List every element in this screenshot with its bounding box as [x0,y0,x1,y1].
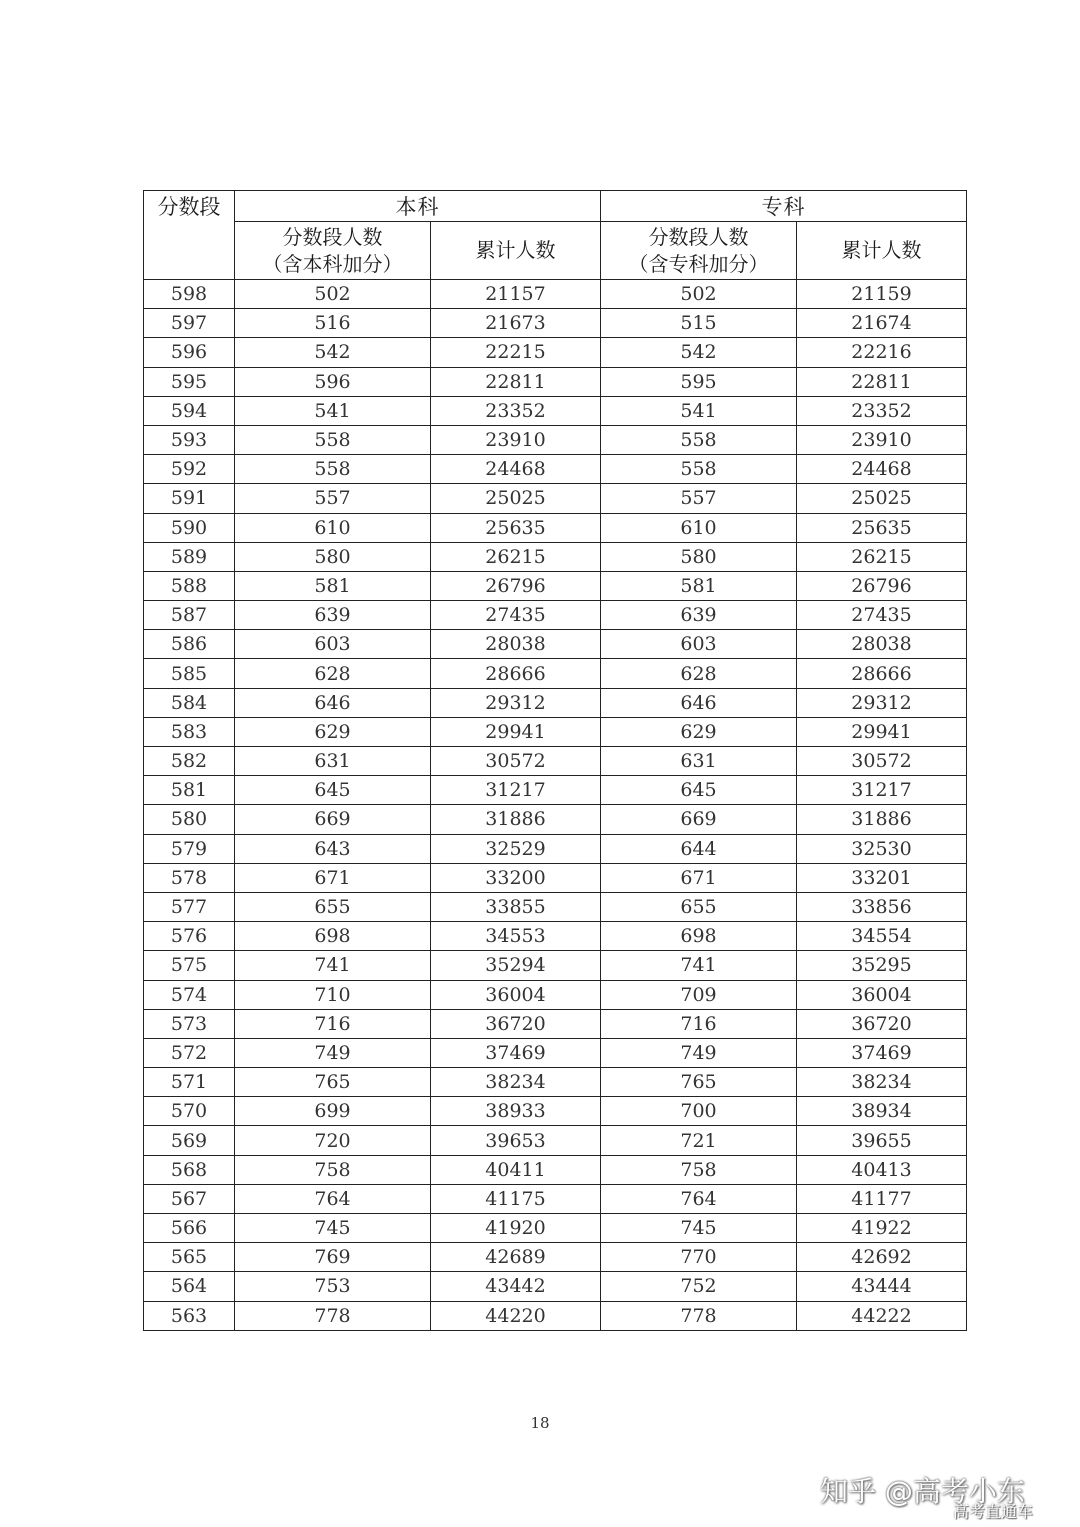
undergrad-cumulative-cell: 24468 [431,455,601,484]
score-cell: 564 [144,1272,235,1301]
undergrad-cumulative-cell: 37469 [431,1038,601,1067]
score-cell: 588 [144,571,235,600]
score-cell: 563 [144,1301,235,1330]
junior-count-cell: 603 [601,630,797,659]
undergrad-cumulative-cell: 26215 [431,542,601,571]
score-cell: 572 [144,1038,235,1067]
junior-cumulative-cell: 42692 [797,1243,967,1272]
table-row [144,922,967,951]
undergrad-count-cell: 741 [235,951,431,980]
junior-count-cell: 765 [601,1068,797,1097]
junior-count-cell: 721 [601,1126,797,1155]
junior-cumulative-cell: 26796 [797,571,967,600]
junior-group-header: 专科 [601,191,967,222]
table-row [144,1243,967,1272]
score-cell: 586 [144,630,235,659]
junior-count-cell: 628 [601,659,797,688]
undergrad-count-cell: 699 [235,1097,431,1126]
junior-count-cell: 749 [601,1038,797,1067]
undergrad-cumulative-cell: 23910 [431,425,601,454]
score-cell: 584 [144,688,235,717]
undergrad-cumulative-cell: 31886 [431,805,601,834]
table-row [144,805,967,834]
table-row [144,1097,967,1126]
junior-cumulative-cell: 36004 [797,980,967,1009]
junior-cumulative-cell: 27435 [797,601,967,630]
table-row [144,1126,967,1155]
junior-count-cell: 595 [601,367,797,396]
junior-count-cell: 644 [601,834,797,863]
junior-count-cell: 669 [601,805,797,834]
junior-cumulative-cell: 30572 [797,747,967,776]
undergrad-count-cell: 580 [235,542,431,571]
junior-count-cell: 639 [601,601,797,630]
junior-cumulative-cell: 25635 [797,513,967,542]
undergrad-cumulative-cell: 38933 [431,1097,601,1126]
junior-count-cell: 764 [601,1184,797,1213]
undergrad-cumulative-cell: 23352 [431,396,601,425]
undergrad-count-cell: 643 [235,834,431,863]
undergrad-count-header [235,222,431,280]
score-column-header: 分数段 [144,191,235,280]
undergrad-count-cell: 710 [235,980,431,1009]
undergrad-count-cell: 764 [235,1184,431,1213]
undergrad-count-cell: 558 [235,455,431,484]
junior-cumulative-cell: 36720 [797,1009,967,1038]
table-row [144,951,967,980]
table-body [144,280,967,1331]
undergrad-count-cell: 603 [235,630,431,659]
score-cell: 596 [144,338,235,367]
undergrad-cumulative-cell: 32529 [431,834,601,863]
junior-cumulative-cell: 28666 [797,659,967,688]
table-row [144,280,967,309]
junior-cumulative-cell: 23352 [797,396,967,425]
table-row [144,776,967,805]
watermark-subtext: 高考直通车 [953,1502,1034,1521]
undergrad-cumulative-cell: 27435 [431,601,601,630]
junior-count-cell: 557 [601,484,797,513]
junior-cumulative-cell: 32530 [797,834,967,863]
junior-count-cell: 581 [601,571,797,600]
junior-cumulative-cell: 33856 [797,892,967,921]
score-cell: 579 [144,834,235,863]
table-row [144,455,967,484]
undergrad-cumulative-cell: 21157 [431,280,601,309]
junior-count-cell: 700 [601,1097,797,1126]
junior-count-cell: 741 [601,951,797,980]
undergrad-cumulative-cell: 36004 [431,980,601,1009]
table-row [144,338,967,367]
undergrad-cumulative-cell: 44220 [431,1301,601,1330]
junior-count-cell: 646 [601,688,797,717]
undergrad-count-cell: 720 [235,1126,431,1155]
score-cell: 581 [144,776,235,805]
junior-count-cell: 770 [601,1243,797,1272]
table-row [144,396,967,425]
score-cell: 569 [144,1126,235,1155]
junior-cumulative-cell: 39655 [797,1126,967,1155]
page-number: 18 [530,1414,550,1432]
table-row [144,892,967,921]
table-row [144,1214,967,1243]
junior-count-cell: 716 [601,1009,797,1038]
undergrad-cumulative-cell: 25025 [431,484,601,513]
table-row [144,309,967,338]
table-row [144,1155,967,1184]
table-row [144,863,967,892]
junior-count-cell: 542 [601,338,797,367]
undergrad-cumulative-cell: 40411 [431,1155,601,1184]
undergrad-count-cell: 669 [235,805,431,834]
table-row [144,1038,967,1067]
watermark-text: 知乎 @高考小东 [820,1475,1025,1508]
undergrad-cumulative-cell: 43442 [431,1272,601,1301]
junior-cumulative-cell: 22216 [797,338,967,367]
score-distribution-table [143,190,967,1331]
undergrad-count-cell: 631 [235,747,431,776]
junior-cumulative-cell: 29312 [797,688,967,717]
undergrad-count-cell: 596 [235,367,431,396]
undergrad-cumulative-cell: 33200 [431,863,601,892]
undergrad-count-cell: 769 [235,1243,431,1272]
table-row [144,659,967,688]
undergrad-count-cell: 629 [235,717,431,746]
score-cell: 578 [144,863,235,892]
junior-count-cell: 558 [601,455,797,484]
junior-cumulative-cell: 28038 [797,630,967,659]
undergrad-count-cell: 628 [235,659,431,688]
undergrad-count-header-line1: 分数段人数 [282,224,383,249]
junior-count-cell: 698 [601,922,797,951]
junior-count-cell: 671 [601,863,797,892]
score-cell: 585 [144,659,235,688]
undergrad-count-cell: 671 [235,863,431,892]
undergrad-cumulative-cell: 30572 [431,747,601,776]
undergrad-cumulative-cell: 29941 [431,717,601,746]
score-cell: 571 [144,1068,235,1097]
undergrad-cumulative-cell: 21673 [431,309,601,338]
junior-count-cell: 541 [601,396,797,425]
junior-cumulative-cell: 35295 [797,951,967,980]
undergrad-cumulative-cell: 38234 [431,1068,601,1097]
undergrad-count-cell: 758 [235,1155,431,1184]
junior-cumulative-cell: 33201 [797,863,967,892]
table-row [144,601,967,630]
junior-cumulative-cell: 31886 [797,805,967,834]
table-row [144,571,967,600]
undergrad-count-cell: 557 [235,484,431,513]
undergrad-group-header: 本科 [235,191,601,222]
score-cell: 580 [144,805,235,834]
junior-count-cell: 745 [601,1214,797,1243]
undergrad-cumulative-cell: 22215 [431,338,601,367]
junior-cumulative-cell: 21674 [797,309,967,338]
undergrad-cumulative-cell: 35294 [431,951,601,980]
undergrad-count-header-line2: （含本科加分） [262,251,403,276]
score-cell: 595 [144,367,235,396]
junior-cumulative-cell: 41922 [797,1214,967,1243]
table-row [144,542,967,571]
junior-count-cell: 709 [601,980,797,1009]
table-row [144,1009,967,1038]
table-row [144,484,967,513]
undergrad-cumulative-cell: 41920 [431,1214,601,1243]
score-cell: 583 [144,717,235,746]
score-cell: 592 [144,455,235,484]
junior-cumulative-cell: 38934 [797,1097,967,1126]
junior-count-cell: 752 [601,1272,797,1301]
junior-cumulative-cell: 24468 [797,455,967,484]
undergrad-cumulative-cell: 39653 [431,1126,601,1155]
junior-cumulative-cell: 34554 [797,922,967,951]
junior-count-header [601,222,797,280]
undergrad-count-cell: 516 [235,309,431,338]
junior-count-cell: 558 [601,425,797,454]
junior-cumulative-cell: 38234 [797,1068,967,1097]
score-cell: 575 [144,951,235,980]
undergrad-cumulative-cell: 26796 [431,571,601,600]
undergrad-cumulative-cell: 25635 [431,513,601,542]
score-cell: 566 [144,1214,235,1243]
score-cell: 582 [144,747,235,776]
undergrad-cumulative-cell: 33855 [431,892,601,921]
junior-count-header-line1: 分数段人数 [648,224,749,249]
score-cell: 576 [144,922,235,951]
junior-cumulative-cell: 22811 [797,367,967,396]
undergrad-count-cell: 698 [235,922,431,951]
score-cell: 598 [144,280,235,309]
undergrad-cumulative-cell: 34553 [431,922,601,951]
undergrad-cumulative-cell: 41175 [431,1184,601,1213]
junior-cumulative-cell: 29941 [797,717,967,746]
undergrad-count-cell: 778 [235,1301,431,1330]
score-cell: 574 [144,980,235,1009]
score-cell: 568 [144,1155,235,1184]
junior-count-cell: 515 [601,309,797,338]
junior-count-header-line2: （含专科加分） [628,251,769,276]
table-row [144,1184,967,1213]
score-cell: 593 [144,425,235,454]
score-cell: 587 [144,601,235,630]
undergrad-cumulative-cell: 29312 [431,688,601,717]
table-row [144,513,967,542]
score-cell: 590 [144,513,235,542]
undergrad-count-cell: 645 [235,776,431,805]
undergrad-count-cell: 502 [235,280,431,309]
undergrad-count-cell: 610 [235,513,431,542]
junior-count-cell: 580 [601,542,797,571]
table-row [144,688,967,717]
undergrad-count-cell: 558 [235,425,431,454]
junior-cumulative-cell: 40413 [797,1155,967,1184]
score-cell: 567 [144,1184,235,1213]
table-row [144,1068,967,1097]
undergrad-count-cell: 745 [235,1214,431,1243]
undergrad-count-cell: 542 [235,338,431,367]
undergrad-cumulative-cell: 31217 [431,776,601,805]
junior-cumulative-cell: 37469 [797,1038,967,1067]
table-row [144,980,967,1009]
undergrad-cumulative-cell: 42689 [431,1243,601,1272]
junior-cumulative-header: 累计人数 [797,222,967,280]
undergrad-count-cell: 716 [235,1009,431,1038]
table-row [144,747,967,776]
undergrad-count-cell: 753 [235,1272,431,1301]
table-row [144,1272,967,1301]
table-row [144,367,967,396]
junior-cumulative-cell: 43444 [797,1272,967,1301]
undergrad-cumulative-cell: 28038 [431,630,601,659]
junior-count-cell: 655 [601,892,797,921]
score-cell: 594 [144,396,235,425]
junior-cumulative-cell: 21159 [797,280,967,309]
table-header [144,191,967,280]
undergrad-cumulative-cell: 22811 [431,367,601,396]
junior-cumulative-cell: 25025 [797,484,967,513]
junior-count-cell: 610 [601,513,797,542]
score-cell: 577 [144,892,235,921]
undergrad-count-cell: 639 [235,601,431,630]
undergrad-cumulative-cell: 28666 [431,659,601,688]
junior-cumulative-cell: 41177 [797,1184,967,1213]
score-cell: 570 [144,1097,235,1126]
junior-count-cell: 645 [601,776,797,805]
undergrad-count-cell: 765 [235,1068,431,1097]
junior-count-cell: 631 [601,747,797,776]
table-row [144,1301,967,1330]
junior-cumulative-cell: 23910 [797,425,967,454]
table-row [144,717,967,746]
table-row [144,630,967,659]
table-row [144,834,967,863]
score-cell: 597 [144,309,235,338]
junior-count-cell: 778 [601,1301,797,1330]
junior-cumulative-cell: 31217 [797,776,967,805]
score-cell: 565 [144,1243,235,1272]
undergrad-count-cell: 655 [235,892,431,921]
undergrad-cumulative-cell: 36720 [431,1009,601,1038]
score-cell: 591 [144,484,235,513]
junior-cumulative-cell: 26215 [797,542,967,571]
score-cell: 589 [144,542,235,571]
junior-cumulative-cell: 44222 [797,1301,967,1330]
junior-count-cell: 629 [601,717,797,746]
undergrad-cumulative-header: 累计人数 [431,222,601,280]
score-cell: 573 [144,1009,235,1038]
undergrad-count-cell: 581 [235,571,431,600]
table-row [144,425,967,454]
junior-count-cell: 502 [601,280,797,309]
undergrad-count-cell: 646 [235,688,431,717]
junior-count-cell: 758 [601,1155,797,1184]
undergrad-count-cell: 749 [235,1038,431,1067]
undergrad-count-cell: 541 [235,396,431,425]
